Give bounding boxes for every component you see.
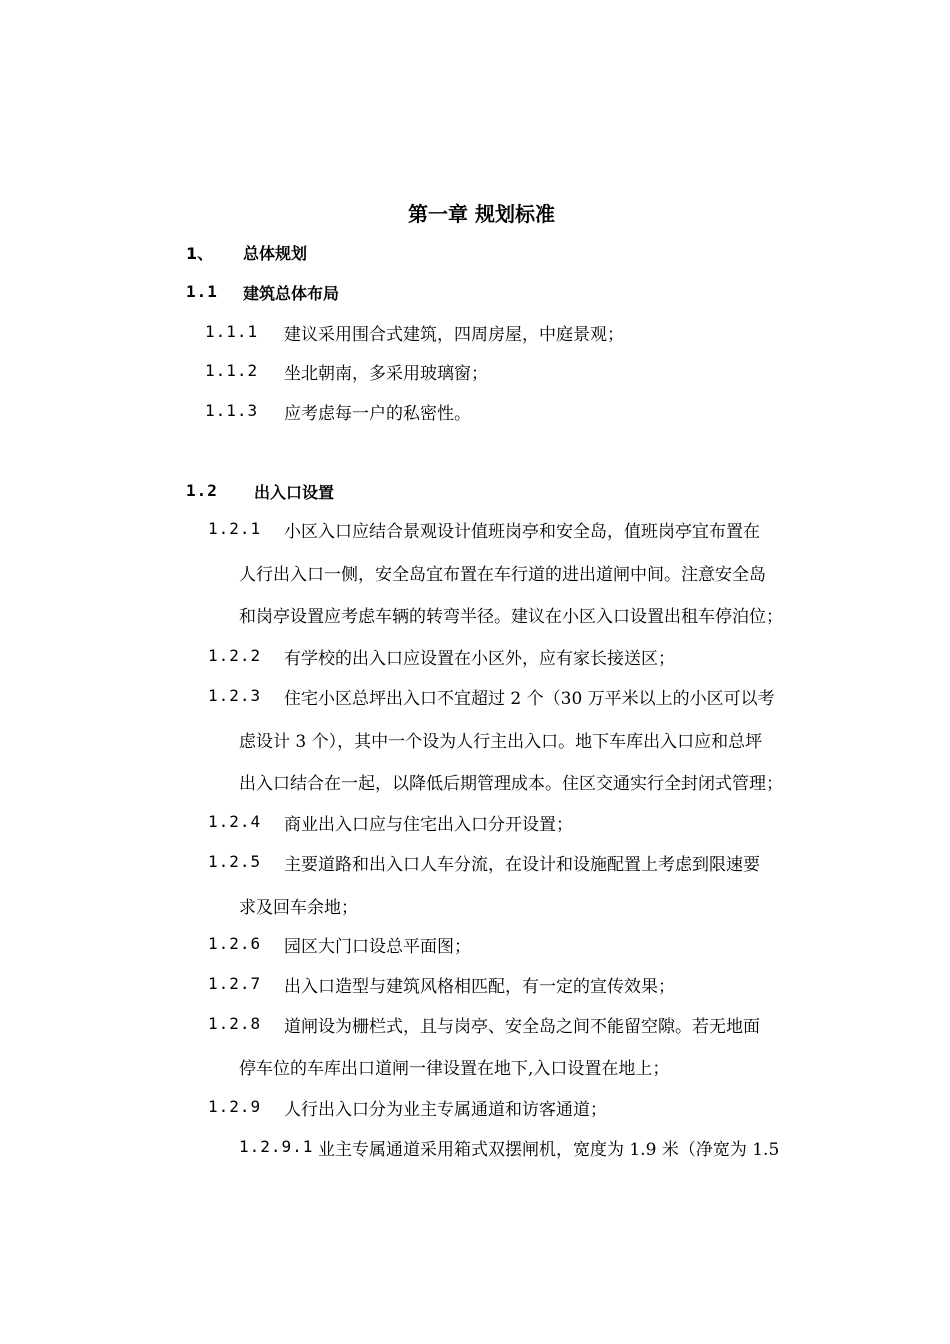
item-number: 1.2.7 <box>208 974 262 993</box>
section-title: 总体规划 <box>243 244 308 263</box>
item-number: 1.2.4 <box>208 812 262 831</box>
item-text-line: 园区大门口设总平面图； <box>284 937 471 957</box>
item-number: 1.1.2 <box>205 361 259 380</box>
item-text-line: 住宅小区总坪出入口不宜超过 2 个（30 万平米以上的小区可以考 <box>284 689 775 709</box>
item-number: 1.2.9 <box>208 1097 262 1116</box>
item-text-line: 人行出入口一侧，安全岛宜布置在车行道的进出道闸中间。注意安全岛 <box>239 565 766 585</box>
item-number: 1.1.1 <box>205 322 259 341</box>
item-text-line: 有学校的出入口应设置在小区外，应有家长接送区； <box>284 649 675 669</box>
section-number: 1、 <box>186 244 214 263</box>
item-number: 1.2.6 <box>208 934 262 953</box>
item-text-line: 业主专属通道采用箱式双摆闸机，宽度为 1.9 米（净宽为 1.5 <box>318 1140 780 1160</box>
item-text: 坐北朝南，多采用玻璃窗； <box>284 364 488 384</box>
item-text-line: 停车位的车库出口道闸一律设置在地下,入口设置在地上； <box>239 1059 670 1079</box>
item-text-line: 道闸设为栅栏式，且与岗亭、安全岛之间不能留空隙。若无地面 <box>284 1017 760 1037</box>
section-number: 1.2 <box>186 481 218 500</box>
section-number: 1.1 <box>186 282 218 301</box>
item-number: 1.1.3 <box>205 401 259 420</box>
item-number: 1.2.9.1 <box>239 1137 314 1156</box>
section-title: 建筑总体布局 <box>243 284 340 303</box>
item-text-line: 人行出入口分为业主专属通道和访客通道； <box>284 1100 607 1120</box>
item-text: 应考虑每一户的私密性。 <box>284 404 471 424</box>
item-text-line: 虑设计 3 个），其中一个设为人行主出入口。地下车库出入口应和总坪 <box>239 732 763 752</box>
item-text-line: 主要道路和出入口人车分流，在设计和设施配置上考虑到限速要 <box>284 855 760 875</box>
item-text-line: 求及回车余地； <box>239 898 358 918</box>
item-number: 1.2.2 <box>208 646 262 665</box>
item-number: 1.2.5 <box>208 852 262 871</box>
item-text-line: 小区入口应结合景观设计值班岗亭和安全岛，值班岗亭宜布置在 <box>284 522 760 542</box>
item-text-line: 商业出入口应与住宅出入口分开设置； <box>284 815 573 835</box>
item-number: 1.2.8 <box>208 1014 262 1033</box>
item-number: 1.2.1 <box>208 519 262 538</box>
chapter-title: 第一章 规划标准 <box>408 202 555 226</box>
item-text: 建议采用围合式建筑，四周房屋，中庭景观； <box>284 325 624 345</box>
item-text-line: 出入口结合在一起，以降低后期管理成本。住区交通实行全封闭式管理； <box>239 774 783 794</box>
item-text-line: 和岗亭设置应考虑车辆的转弯半径。建议在小区入口设置出租车停泊位； <box>239 607 783 627</box>
item-text-line: 出入口造型与建筑风格相匹配，有一定的宣传效果； <box>284 977 675 997</box>
section-title: 出入口设置 <box>254 483 335 502</box>
item-number: 1.2.3 <box>208 686 262 705</box>
